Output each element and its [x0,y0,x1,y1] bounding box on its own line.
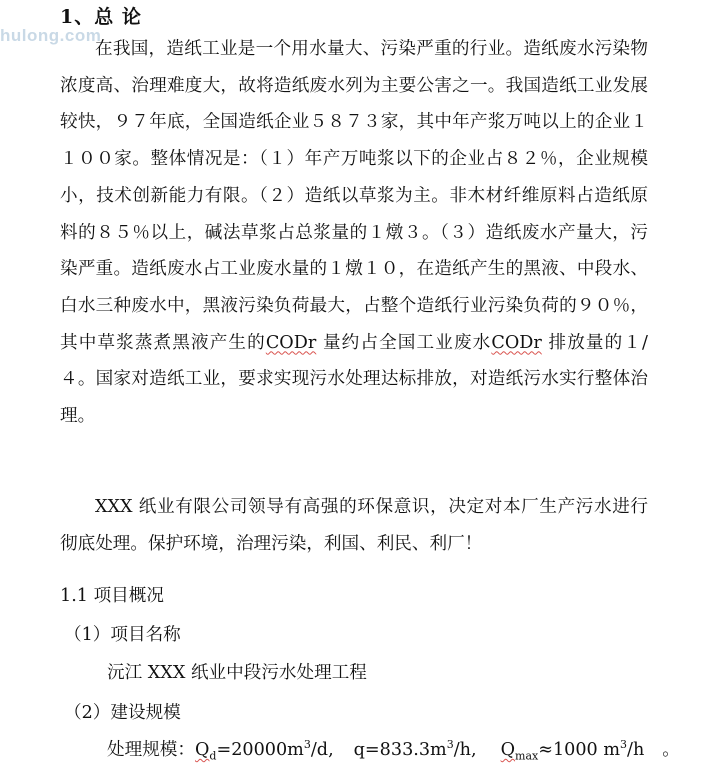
qd-value: =20000m [216,740,304,760]
qmax-unit-exponent: 3 [620,738,628,752]
project-name-label: （1）项目名称 [64,625,181,645]
section-heading: 1、总 论 [60,6,142,28]
construction-scale-label: （2）建设规模 [64,703,181,723]
subsection-title: 1.1 项目概况 [60,586,164,606]
scale-end: 。 [662,740,680,760]
spellcheck-word-codr-2: CODr [491,332,542,353]
qmax-symbol: $Q_{max}$ [500,740,539,763]
project-name-value: 沅江 XXX 纸业中段污水处理工程 [107,663,367,683]
para1-text-b: 量约占全国工业废水 [316,332,492,353]
scale-label: 处理规模： [107,740,195,760]
company-paragraph: XXX 纸业有限公司领导有高强的环保意识，决定对本厂生产污水进行彻底处理。保护环境，治理污染，利国、利民、利厂！ [60,497,648,554]
qmax-unit: /h [627,740,645,760]
qd-unit: /d, [310,740,334,760]
q-unit: /h, [453,740,477,760]
qd-symbol: $Q_d$ [194,740,217,763]
q-value: q=833.3m [353,740,447,760]
spellcheck-word-codr-1: CODr [265,332,317,353]
treatment-scale-line [107,737,680,763]
para1-text-a: 在我国，造纸工业是一个用水量大、污染严重的行业。造纸废水污染物浓度高、治理难度大，故将造纸废水列为主要公害之一。我国造纸工业发展较快，９７年底，全国造纸企业５８７３家，其中年产浆万吨以上的企业１１００家。整体情况是：（１）年产万吨浆以下的企业占８２％，企业规模小，技术创新能力有限。（２）造纸以草浆为主。非木材纤维原料占造纸原料的８５％以上，碱法草浆占总浆量的１燉３。（３）造纸废水产量大，污染严重。造纸废水占工业废水量的１燉１０，在造纸产生的黑液、中段水、白水三种废水中，黑液污染负荷最大，占整个造纸行业污染负荷的９０％，其中草浆蒸煮黑液产生的 [60,39,648,353]
qd-unit-exponent: 3 [303,738,311,752]
para1-text-c: 排放量的１/４。国家对造纸工业，要求实现污水处理达标排放，对造纸污水实行整体治理。 [60,332,648,427]
intro-paragraph [60,31,648,435]
qmax-value: ≈1000 m [538,740,621,760]
watermark-text: hulong.com [0,26,102,45]
q-unit-exponent: 3 [446,738,454,752]
